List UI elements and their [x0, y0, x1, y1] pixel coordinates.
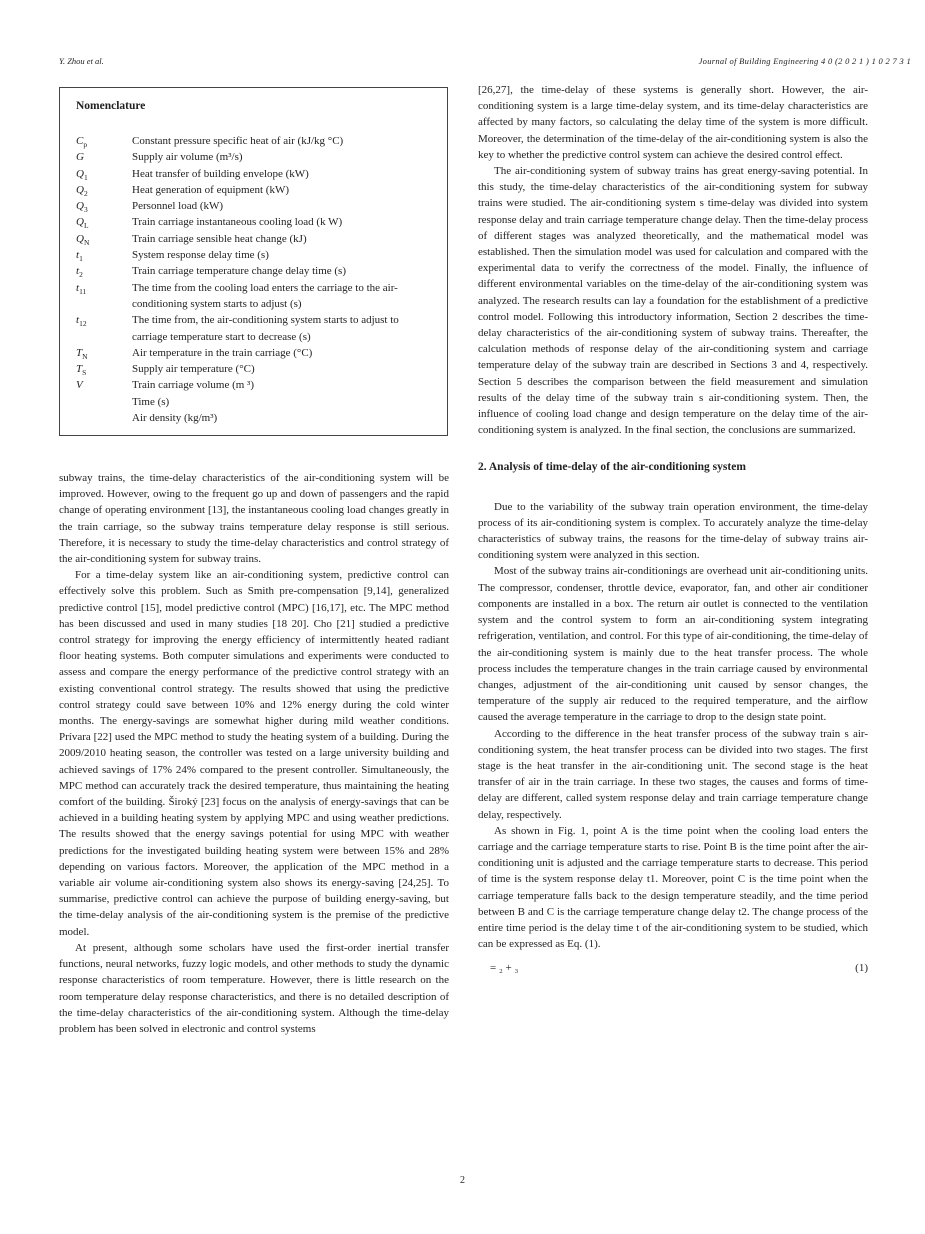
nomenclature-symbol: $C_p$ — [76, 135, 88, 150]
nomenclature-definition: System response delay time (s) — [132, 249, 269, 262]
page-number: 2 — [460, 1175, 465, 1186]
nomenclature-definition: Air temperature in the train carriage (°C) — [132, 346, 313, 359]
nomenclature-symbol: $t_{12}$ — [76, 314, 87, 329]
nomenclature-definition: Personnel load (kW) — [132, 200, 224, 213]
equation-number: (1) — [855, 962, 868, 975]
nomenclature-symbol: $T_N$ — [76, 346, 88, 362]
equation-body: = ₂ + ₃ — [490, 962, 519, 975]
right-column — [478, 82, 868, 977]
nomenclature-definition: Train carriage sensible heat change (kJ) — [132, 232, 307, 245]
nomenclature-definition: Supply air temperature (°C) — [132, 363, 255, 376]
section-heading: 2. Analysis of time-delay of the air-conditioning system — [478, 461, 746, 474]
paragraph: [26,27], the time-delay of these systems is generally short. However, the air-conditioning system is a large time-delay system, and its time-delay characteristics are affected by many factors, so calculating the delay time of the system is more difficult. Moreover, the determination of the time-delay of the air-conditioning system is also the key to whether the predictive control system can achieve the desired control effect. — [478, 84, 868, 161]
nomenclature-definition: Train carriage instantaneous cooling load (k W) — [132, 216, 343, 229]
nomenclature-row — [76, 280, 436, 313]
nomenclature-row — [76, 263, 436, 279]
nomenclature-title: Nomenclature — [76, 100, 146, 112]
nomenclature-box — [59, 87, 448, 436]
paragraph: At present, although some scholars have used the first-order inertial transfer functions, neural networks, fuzzy logic models, and other methods to study the dynamic response characteristics of room temperature. However, there is little research on the room temperature delay response characteristics, and there is no detailed description of the time-delay characteristics of the air-conditioning system. Although the time-delay problem has been solved in electronic and control systems — [59, 941, 449, 1035]
running-header-authors: Y. Zhou et al. — [59, 56, 104, 66]
nomenclature-symbol — [76, 394, 132, 410]
nomenclature-symbol: $T_S$ — [76, 363, 87, 378]
left-column — [59, 470, 449, 1037]
nomenclature-symbol: $Q_L$ — [76, 216, 89, 231]
nomenclature-symbol — [76, 410, 132, 426]
nomenclature-symbol: $t_1$ — [76, 249, 83, 264]
nomenclature-definition: Air density (kg/m³) — [132, 412, 218, 425]
nomenclature-symbol: $Q_N$ — [76, 232, 90, 247]
nomenclature-list — [76, 133, 436, 426]
nomenclature-symbol: $Q_1$ — [76, 167, 88, 182]
nomenclature-row — [76, 345, 436, 361]
nomenclature-row — [76, 394, 436, 410]
nomenclature-row — [76, 361, 436, 377]
equation-1 — [478, 960, 868, 976]
nomenclature-definition: Heat generation of equipment (kW) — [132, 183, 289, 196]
nomenclature-definition: The time from, the air-conditioning system starts to adjust to carriage temperature start to decrease (s) — [132, 314, 399, 343]
nomenclature-symbol: $t_2$ — [76, 265, 83, 280]
nomenclature-definition: Heat transfer of building envelope (kW) — [132, 167, 309, 180]
nomenclature-definition: The time from the cooling load enters the carriage to the air-conditioning system starts to adjust (s) — [132, 281, 398, 310]
nomenclature-symbol: $t_{11}$ — [76, 281, 87, 296]
nomenclature-row — [76, 377, 436, 393]
nomenclature-definition: Train carriage volume (m ³) — [132, 379, 255, 392]
nomenclature-row — [76, 214, 436, 230]
paragraph: According to the difference in the heat transfer process of the subway train s air-conditioning system, the heat transfer process can be divided into two stages. The first stage is the heat transfer in the air-conditioning unit. The second stage is the heat transfer of air in the train carriage. In these two stages, the causes and forms of time-delay are different, called system response delay and train carriage temperature change delay, respectively. — [478, 727, 868, 821]
paragraph: For a time-delay system like an air-conditioning system, predictive control can effectively solve this problem. Such as Smith pre-compensation [9,14], generalized predictive control [15], model predictive control (MPC) [16,17], etc. The MPC method has been discussed and used in many studies [18 20]. Cho [21] studied a predictive control strategy for improving the energy efficiency of intermittently heated radiant floor heating systems. Both computer simulations and experiments were conducted to assess and compare the energy performance of the predictive control strategy with an existing conventional control strategy. The results showed that using the predictive control strategy could save between 10% and 12% energy during the cold winter months. The energy-savings are somewhat higher during mild weather conditions. Prívara [22] used the MPC method to study the heating system of a building. During the 2009/2010 heating season, the controller was tested on a large university building and achieved savings of 17% 24% compared to the present controller. Simultaneously, the MPC method can accurately track the desired temperature, thus maintaining the heating comfort of the building. Široký [23] focus on the analysis of energy-savings that can be achieved in a building heating system by applying MPC and using weather predictions. The results showed that the energy savings potential for using MPC with weather predictions for the investigated building heating system were between 15% and 28% depending on various factors. Moreover, the application of the MPC method in a variable air volume air-conditioning system also shows its energy-saving [24,25]. To summarise, predictive control can achieve the purpose of building energy-saving, but the time-delay analysis of the air-conditioning system is the premise of the predictive model. — [59, 569, 449, 938]
nomenclature-row — [76, 247, 436, 263]
nomenclature-symbol: $Q_2$ — [76, 183, 88, 199]
nomenclature-row — [76, 198, 436, 214]
nomenclature-row — [76, 312, 436, 345]
nomenclature-definition: Constant pressure specific heat of air (kJ/kg °C) — [132, 135, 344, 147]
nomenclature-definition: Time (s) — [132, 395, 170, 408]
nomenclature-symbol: $Q_3$ — [76, 200, 88, 215]
nomenclature-definition: Train carriage temperature change delay time (s) — [132, 265, 346, 278]
nomenclature-row — [76, 149, 436, 165]
paragraph: subway trains, the time-delay characteristics of the air-conditioning system will be improved. However, owing to the frequent go up and down of passengers and the rapid change of operating environment [13], the instantaneous cooling load changes greatly in the train carriage, so the subway trains temperature delay response is still serious. Therefore, it is necessary to study the time-delay characteristics and control strategy of the air-conditioning system for subway trains. — [59, 472, 449, 566]
nomenclature-row — [76, 133, 436, 149]
nomenclature-symbol: V — [76, 379, 83, 392]
paragraph: As shown in Fig. 1, point A is the time point when the cooling load enters the carriage and the carriage temperature starts to rise. Point B is the time point after the air-conditioning unit is adjusted and the carriage temperature starts to decrease. This period of time is the system response delay t1. Moreover, point C is the time point when the carriage temperature falls back to the design temperature steadily, and the time period between B and C is the carriage temperature change delay t2. The change process of the entire time period is the delay time t of the air-conditioning system to be studied, which can be expressed as Eq. (1). — [478, 824, 868, 951]
paragraph: The air-conditioning system of subway trains has great energy-saving potential. In this study, the time-delay characteristics of the air-conditioning system for subway trains were studied. The air-conditioning system s time-delay was divided into system response delay and train carriage temperature change delay. Then the time-delay process of different stages was analyzed theoretically, and the mathematical model was established. Then the simulation model was used for calculation and compared with the experimental data to verify the correctness of the model. Finally, the influence of different environmental variables on the time-delay of the air-conditioning system was analyzed. The research results can lay a foundation for the establishment of a predictive control model. Following this introductory information, Section 2 describes the time-delay characteristics of the air-conditioning system of subway trains. Thereafter, the calculation methods of response delay of the air-conditioning system and carriage temperature delay of the subway train are described in Sections 3 and 4, respectively. Section 5 describes the comparison between the field measurement and simulation results of the delay time of the subway train s air-conditioning system. Then, the influence of cooling load change and design temperature on the delay time of the air-conditioning system is analyzed. In the final section, the conclusions are summarized. — [478, 165, 868, 437]
nomenclature-row — [76, 182, 436, 198]
running-header-journal: Journal of Building Engineering 4 0 (2 0 2 1 ) 1 0 2 7 3 1 — [698, 56, 911, 66]
nomenclature-row — [76, 166, 436, 182]
paragraph: Due to the variability of the subway train operation environment, the time-delay process of its air-conditioning system is complex. To accurately analyze the time-delay characteristics of subway trains, the reasons for the time-delay of subway trains air-conditioning system were analyzed in this section. — [478, 500, 868, 562]
nomenclature-symbol: G — [76, 151, 84, 164]
paragraph: Most of the subway trains air-conditionings are overhead unit air-conditioning units. The compressor, condenser, throttle device, evaporator, fan, and other air conditioner components are installed in a box. The return air outlet is connected to the ventilation system and the control system to form an air-conditioning system integrating refrigeration, ventilation, and control. For this type of air-conditioning, the time-delay of the air-conditioning system is mainly due to the heat transfer process. The whole process includes the temperature changes in the train carriage caused by environmental changes, adjustment of the air-conditioning unit caused by sensor changes, the temperature of the supply air reduced to the required temperature, and the airflow caused the average temperature in the carriage to drop to the design state point. — [478, 565, 868, 724]
nomenclature-definition: Supply air volume (m³/s) — [132, 151, 243, 164]
nomenclature-row — [76, 410, 436, 426]
nomenclature-row — [76, 231, 436, 247]
